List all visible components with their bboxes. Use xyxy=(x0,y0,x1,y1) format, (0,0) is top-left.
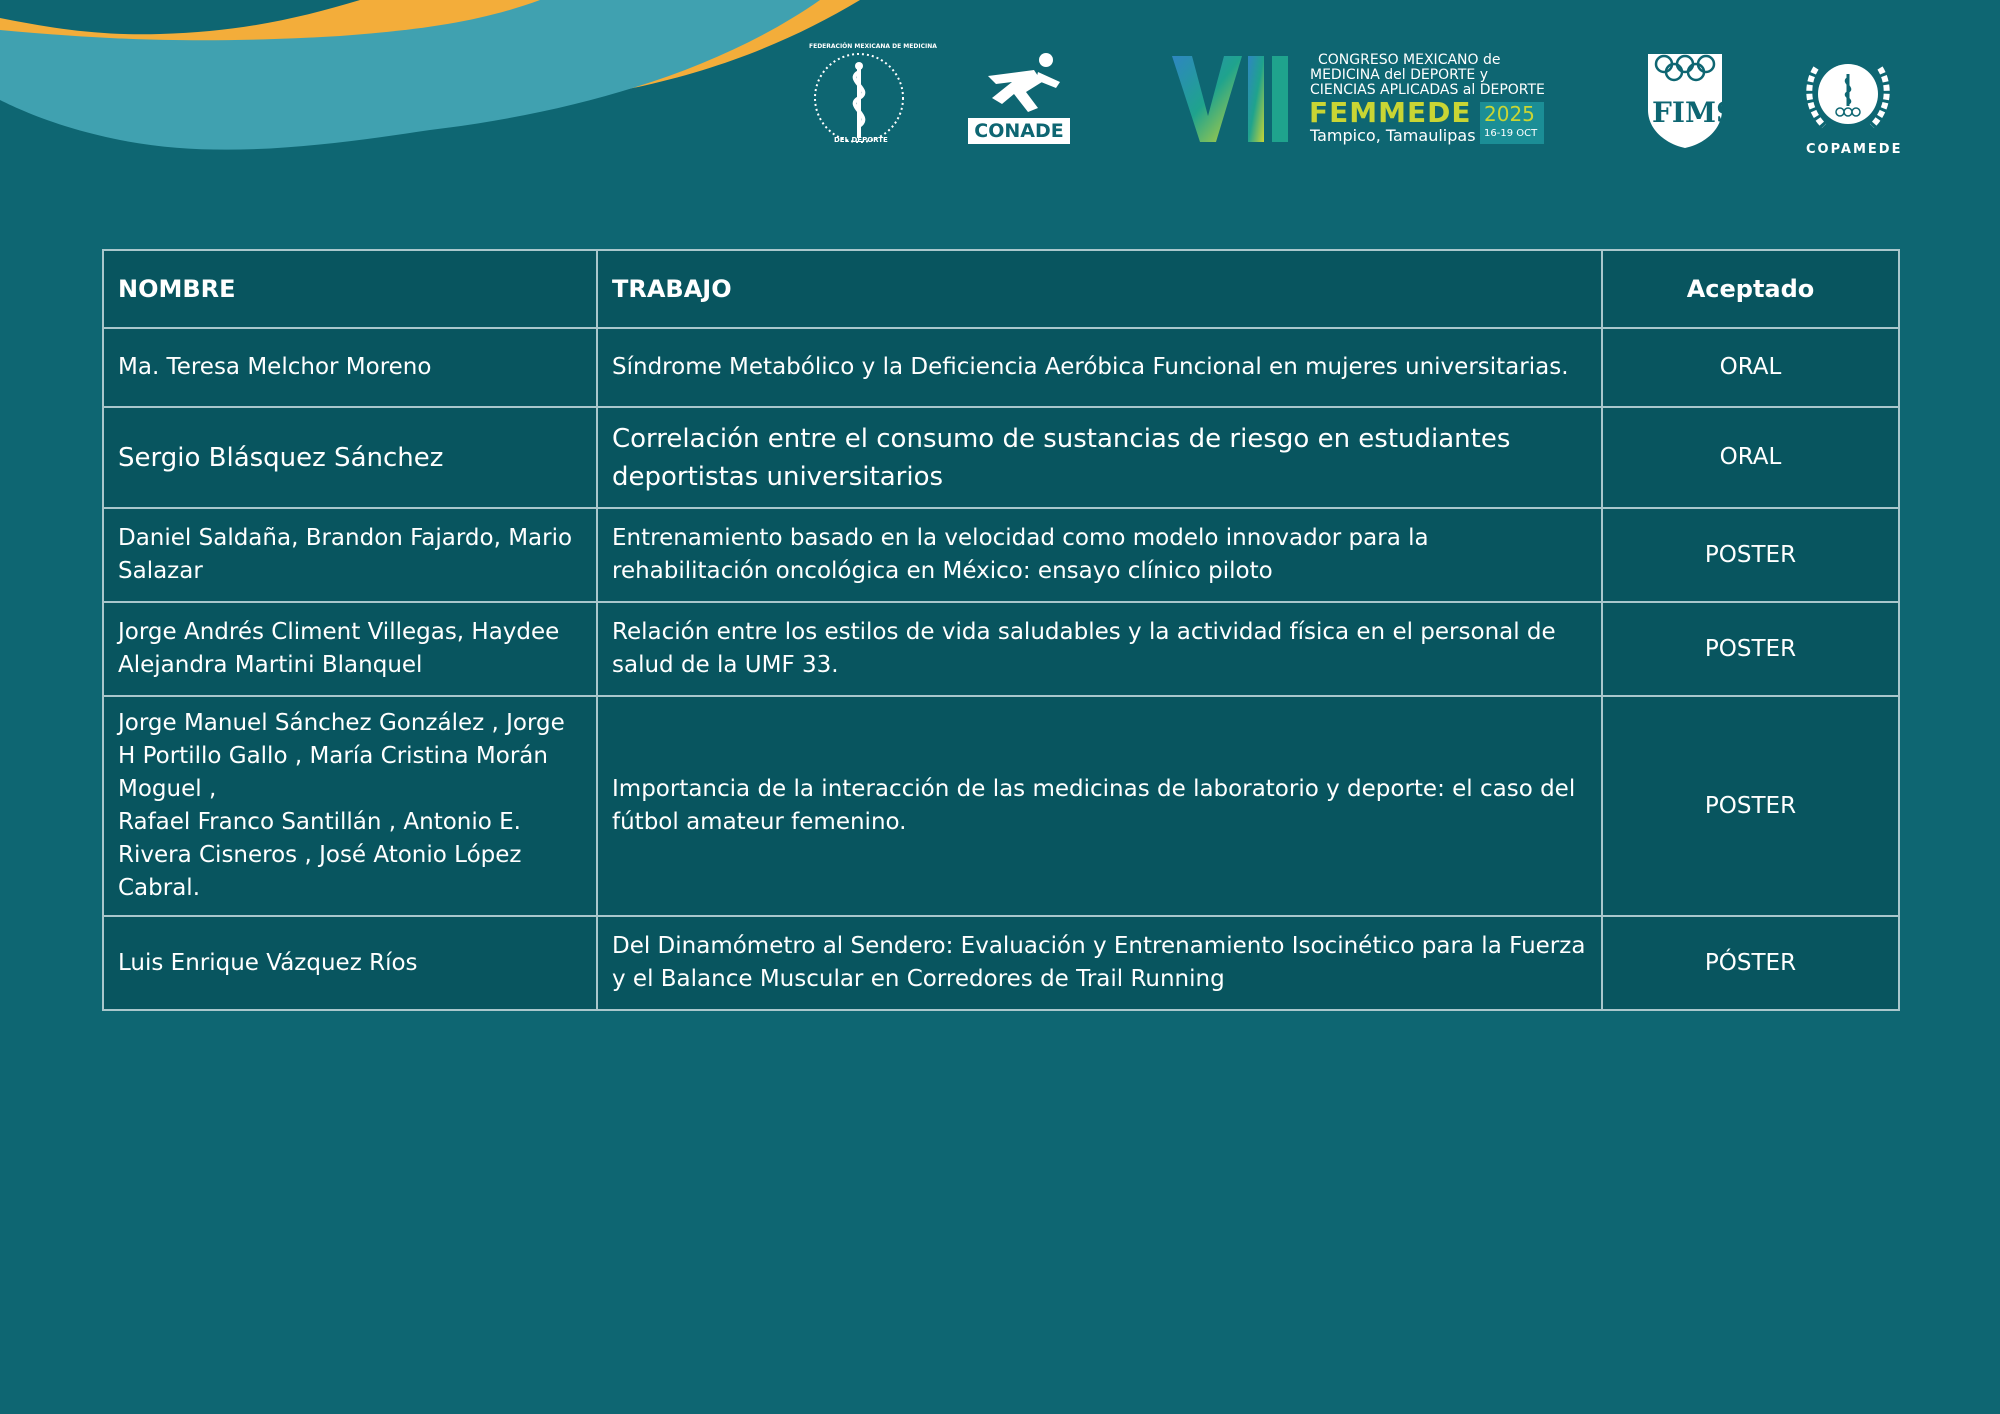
congress-year-badge xyxy=(1480,102,1544,144)
header-aceptado: Aceptado xyxy=(1602,250,1899,328)
runner-icon xyxy=(968,52,1070,118)
table-row xyxy=(103,916,1899,1010)
table-row xyxy=(103,508,1899,602)
cell-nombre: Ma. Teresa Melchor Moreno xyxy=(103,328,597,407)
cell-trabajo: Importancia de la interacción de las medicinas de laboratorio y deporte: el caso del fútbol amateur femenino. xyxy=(597,696,1602,916)
table-header-row xyxy=(103,250,1899,328)
conade-label xyxy=(968,118,1070,144)
cell-trabajo: Entrenamiento basado en la velocidad como modelo innovador para la rehabilitación oncológica en México: ensayo clínico piloto xyxy=(597,508,1602,602)
cell-nombre: Daniel Saldaña, Brandon Fajardo, Mario Salazar xyxy=(103,508,597,602)
fmmd-ring-text: FEDERACIÓN MEXICANA DE MEDICINA xyxy=(809,43,937,50)
cell-aceptado: ORAL xyxy=(1602,328,1899,407)
accepted-works-table xyxy=(102,249,1900,1011)
fims-label: FIMS xyxy=(1652,96,1737,129)
header-nombre: NOMBRE xyxy=(103,250,597,328)
cell-nombre: Luis Enrique Vázquez Ríos xyxy=(103,916,597,1010)
table-row xyxy=(103,328,1899,407)
cell-nombre-part-1: Jorge Manuel Sánchez González , Jorge H Portillo Gallo , María Cristina Morán Moguel , xyxy=(118,710,565,802)
congress-logo xyxy=(1168,50,1548,150)
table-row xyxy=(103,602,1899,696)
conade-logo xyxy=(968,52,1070,146)
congress-year: 2025 xyxy=(1484,102,1535,126)
cell-trabajo: Relación entre los estilos de vida saludables y la actividad física en el personal de salud de la UMF 33. xyxy=(597,602,1602,696)
conade-text: CONADE xyxy=(974,120,1064,142)
cell-aceptado: POSTER xyxy=(1602,696,1899,916)
cell-trabajo: Del Dinamómetro al Sendero: Evaluación y Entrenamiento Isocinético para la Fuerza y el Balance Muscular en Corredores de Trail Running xyxy=(597,916,1602,1010)
fmmd-bottom-text: DEL DEPORTE xyxy=(834,136,888,144)
header-trabajo: TRABAJO xyxy=(597,250,1602,328)
congress-brand: FEMMEDE xyxy=(1309,96,1472,129)
cell-aceptado: PÓSTER xyxy=(1602,916,1899,1010)
congress-line-2: MEDICINA del DEPORTE y xyxy=(1310,67,1489,83)
cell-aceptado: ORAL xyxy=(1602,407,1899,508)
cell-nombre xyxy=(103,696,597,916)
congress-numeral-graphic xyxy=(1168,52,1308,148)
congress-line-1: CONGRESO MEXICANO de xyxy=(1318,52,1501,68)
fmmd-logo xyxy=(804,43,937,150)
sponsor-logos xyxy=(0,0,2000,170)
table-row xyxy=(103,407,1899,508)
congress-line-3: CIENCIAS APLICADAS al DEPORTE xyxy=(1310,82,1545,98)
cell-nombre: Sergio Blásquez Sánchez xyxy=(103,407,597,508)
copamede-label: COPAMEDE xyxy=(1806,142,1903,157)
cell-aceptado: POSTER xyxy=(1602,508,1899,602)
laurel-wreath-icon xyxy=(1798,48,1898,140)
cell-trabajo: Síndrome Metabólico y la Deficiencia Aeróbica Funcional en mujeres universitarias. xyxy=(597,328,1602,407)
cell-aceptado: POSTER xyxy=(1602,602,1899,696)
table-row xyxy=(103,696,1899,916)
congress-location: Tampico, Tamaulipas xyxy=(1310,126,1476,145)
fims-logo xyxy=(1644,50,1737,150)
congress-dates: 16-19 OCT xyxy=(1484,128,1538,139)
copamede-logo xyxy=(1798,48,1903,160)
cell-nombre: Jorge Andrés Climent Villegas, Haydee Alejandra Martini Blanquel xyxy=(103,602,597,696)
cell-trabajo: Correlación entre el consumo de sustancias de riesgo en estudiantes deportistas universitarios xyxy=(597,407,1602,508)
cell-nombre-part-2: Rafael Franco Santillán , Antonio E. Rivera Cisneros , José Atonio López Cabral. xyxy=(118,809,522,901)
accepted-works-table-wrapper xyxy=(102,249,1898,1011)
caduceus-icon xyxy=(804,46,914,150)
